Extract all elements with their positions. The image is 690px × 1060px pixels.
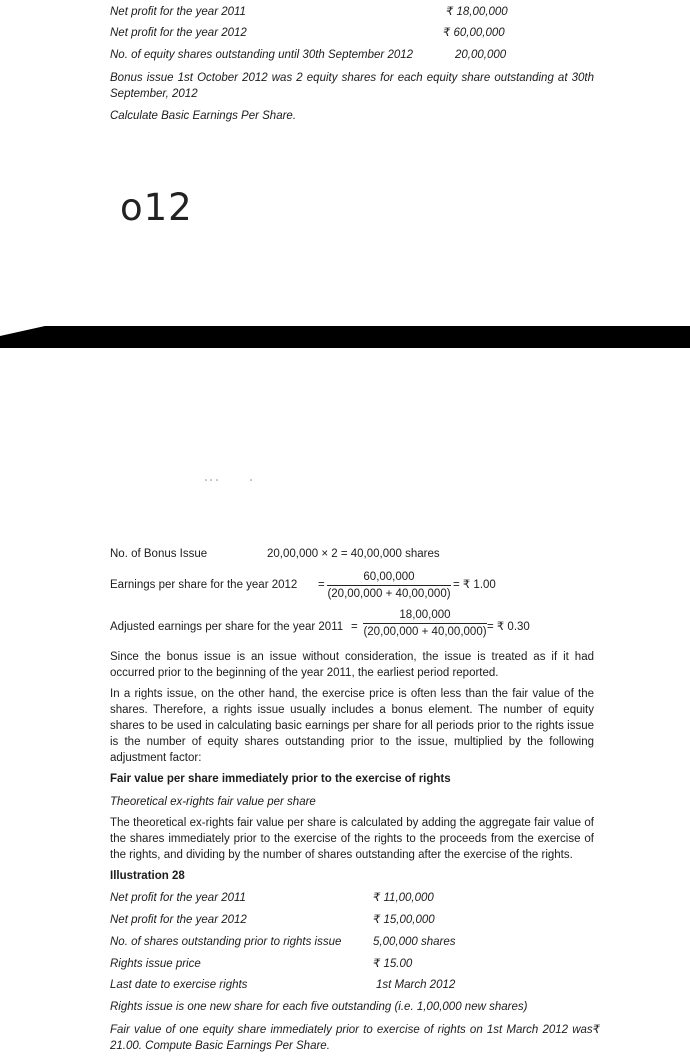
bonus-issue-calc: 20,00,000 × 2 = 40,00,000 shares bbox=[267, 548, 440, 560]
top-row-label-1: Net profit for the year 2011 bbox=[110, 6, 246, 18]
eps-2012-label: Earnings per share for the year 2012 bbox=[110, 579, 298, 591]
fair-value-heading: Fair value per share immediately prior to the exercise of rights bbox=[110, 773, 451, 785]
bonus-issue-text: Bonus issue 1st October 2012 was 2 equity shares for each equity share outstanding at 30th September, 2012 bbox=[110, 72, 594, 100]
adjusted-eps-2011-result: = ₹ 0.30 bbox=[487, 621, 530, 633]
paragraph-bonus-treatment: Since the bonus issue is an issue without consideration, the issue is treated as if it had occurred prior to the beginning of the year 2011, the earliest period reported. bbox=[110, 651, 594, 679]
top-row-label-3: No. of equity shares outstanding until 30th September 2012 bbox=[110, 49, 414, 61]
top-row-value-3: 20,00,000 bbox=[455, 49, 507, 61]
illustration-row-label-2: Net profit for the year 2012 bbox=[110, 914, 247, 926]
eps-2012-denominator: (20,00,000 + 40,00,000) bbox=[327, 588, 451, 600]
illustration-row-label-5: Last date to exercise rights bbox=[110, 979, 248, 991]
bonus-issue-label: No. of Bonus Issue bbox=[110, 548, 208, 560]
faint-dots bbox=[203, 477, 263, 483]
illustration-row-value-2: ₹ 15,00,000 bbox=[373, 914, 435, 926]
illustration-row-value-4: ₹ 15.00 bbox=[373, 958, 413, 970]
eps-2012-numerator: 60,00,000 bbox=[327, 569, 451, 586]
adjusted-eps-2011-fraction bbox=[363, 607, 487, 640]
adjusted-eps-2011-equals: = bbox=[351, 621, 358, 633]
illustration-row-label-3: No. of shares outstanding prior to rights issue bbox=[110, 936, 342, 948]
paragraph-theoretical: The theoretical ex-rights fair value per share is calculated by adding the aggregate fair value of the shares immediately prior to the exercise of the rights to the proceeds from the exercise of the rights, and dividing by the number of shares outstanding after the exercise of the rights. bbox=[110, 817, 594, 861]
adjusted-eps-2011-numerator: 18,00,000 bbox=[363, 607, 487, 624]
question-text: Calculate Basic Earnings Per Share. bbox=[110, 110, 297, 122]
theoretical-heading: Theoretical ex-rights fair value per share bbox=[110, 796, 316, 808]
adjusted-eps-2011-denominator: (20,00,000 + 40,00,000) bbox=[363, 626, 487, 638]
top-row-label-2: Net profit for the year 2012 bbox=[110, 27, 247, 39]
rights-issue-text: Rights issue is one new share for each five outstanding (i.e. 1,00,000 new shares) bbox=[110, 1001, 528, 1013]
illustration-row-value-1: ₹ 11,00,000 bbox=[373, 892, 434, 904]
illustration-row-value-5: 1st March 2012 bbox=[376, 979, 456, 991]
illustration-title: Illustration 28 bbox=[110, 870, 185, 882]
illustration-row-label-1: Net profit for the year 2011 bbox=[110, 892, 246, 904]
illustration-row-value-3: 5,00,000 shares bbox=[373, 936, 456, 948]
adjusted-eps-2011-label: Adjusted earnings per share for the year 2011 bbox=[110, 621, 344, 633]
fair-value-text: Fair value of one equity share immediately prior to exercise of rights on 1st March 2012 was₹ 21.00. Compute Basic Earnings Per Share. bbox=[110, 1024, 600, 1052]
handwritten-note: o12 bbox=[120, 186, 193, 229]
black-divider-bar bbox=[0, 324, 690, 348]
top-row-value-2: ₹ 60,00,000 bbox=[443, 27, 505, 39]
eps-2012-fraction bbox=[327, 569, 451, 602]
top-row-value-1: ₹ 18,00,000 bbox=[446, 6, 508, 18]
illustration-row-label-4: Rights issue price bbox=[110, 958, 201, 970]
eps-2012-equals: = bbox=[318, 579, 325, 591]
paragraph-rights-issue: In a rights issue, on the other hand, the exercise price is often less than the fair value of the shares. Therefore, a rights issue usually includes a bonus element. The number of equity shares to be used in calculating basic earnings per share for all periods prior to the rights issue is the number of equity shares outstanding prior to the issue, multiplied by the following adjustment factor: bbox=[110, 688, 594, 764]
eps-2012-result: = ₹ 1.00 bbox=[453, 579, 496, 591]
